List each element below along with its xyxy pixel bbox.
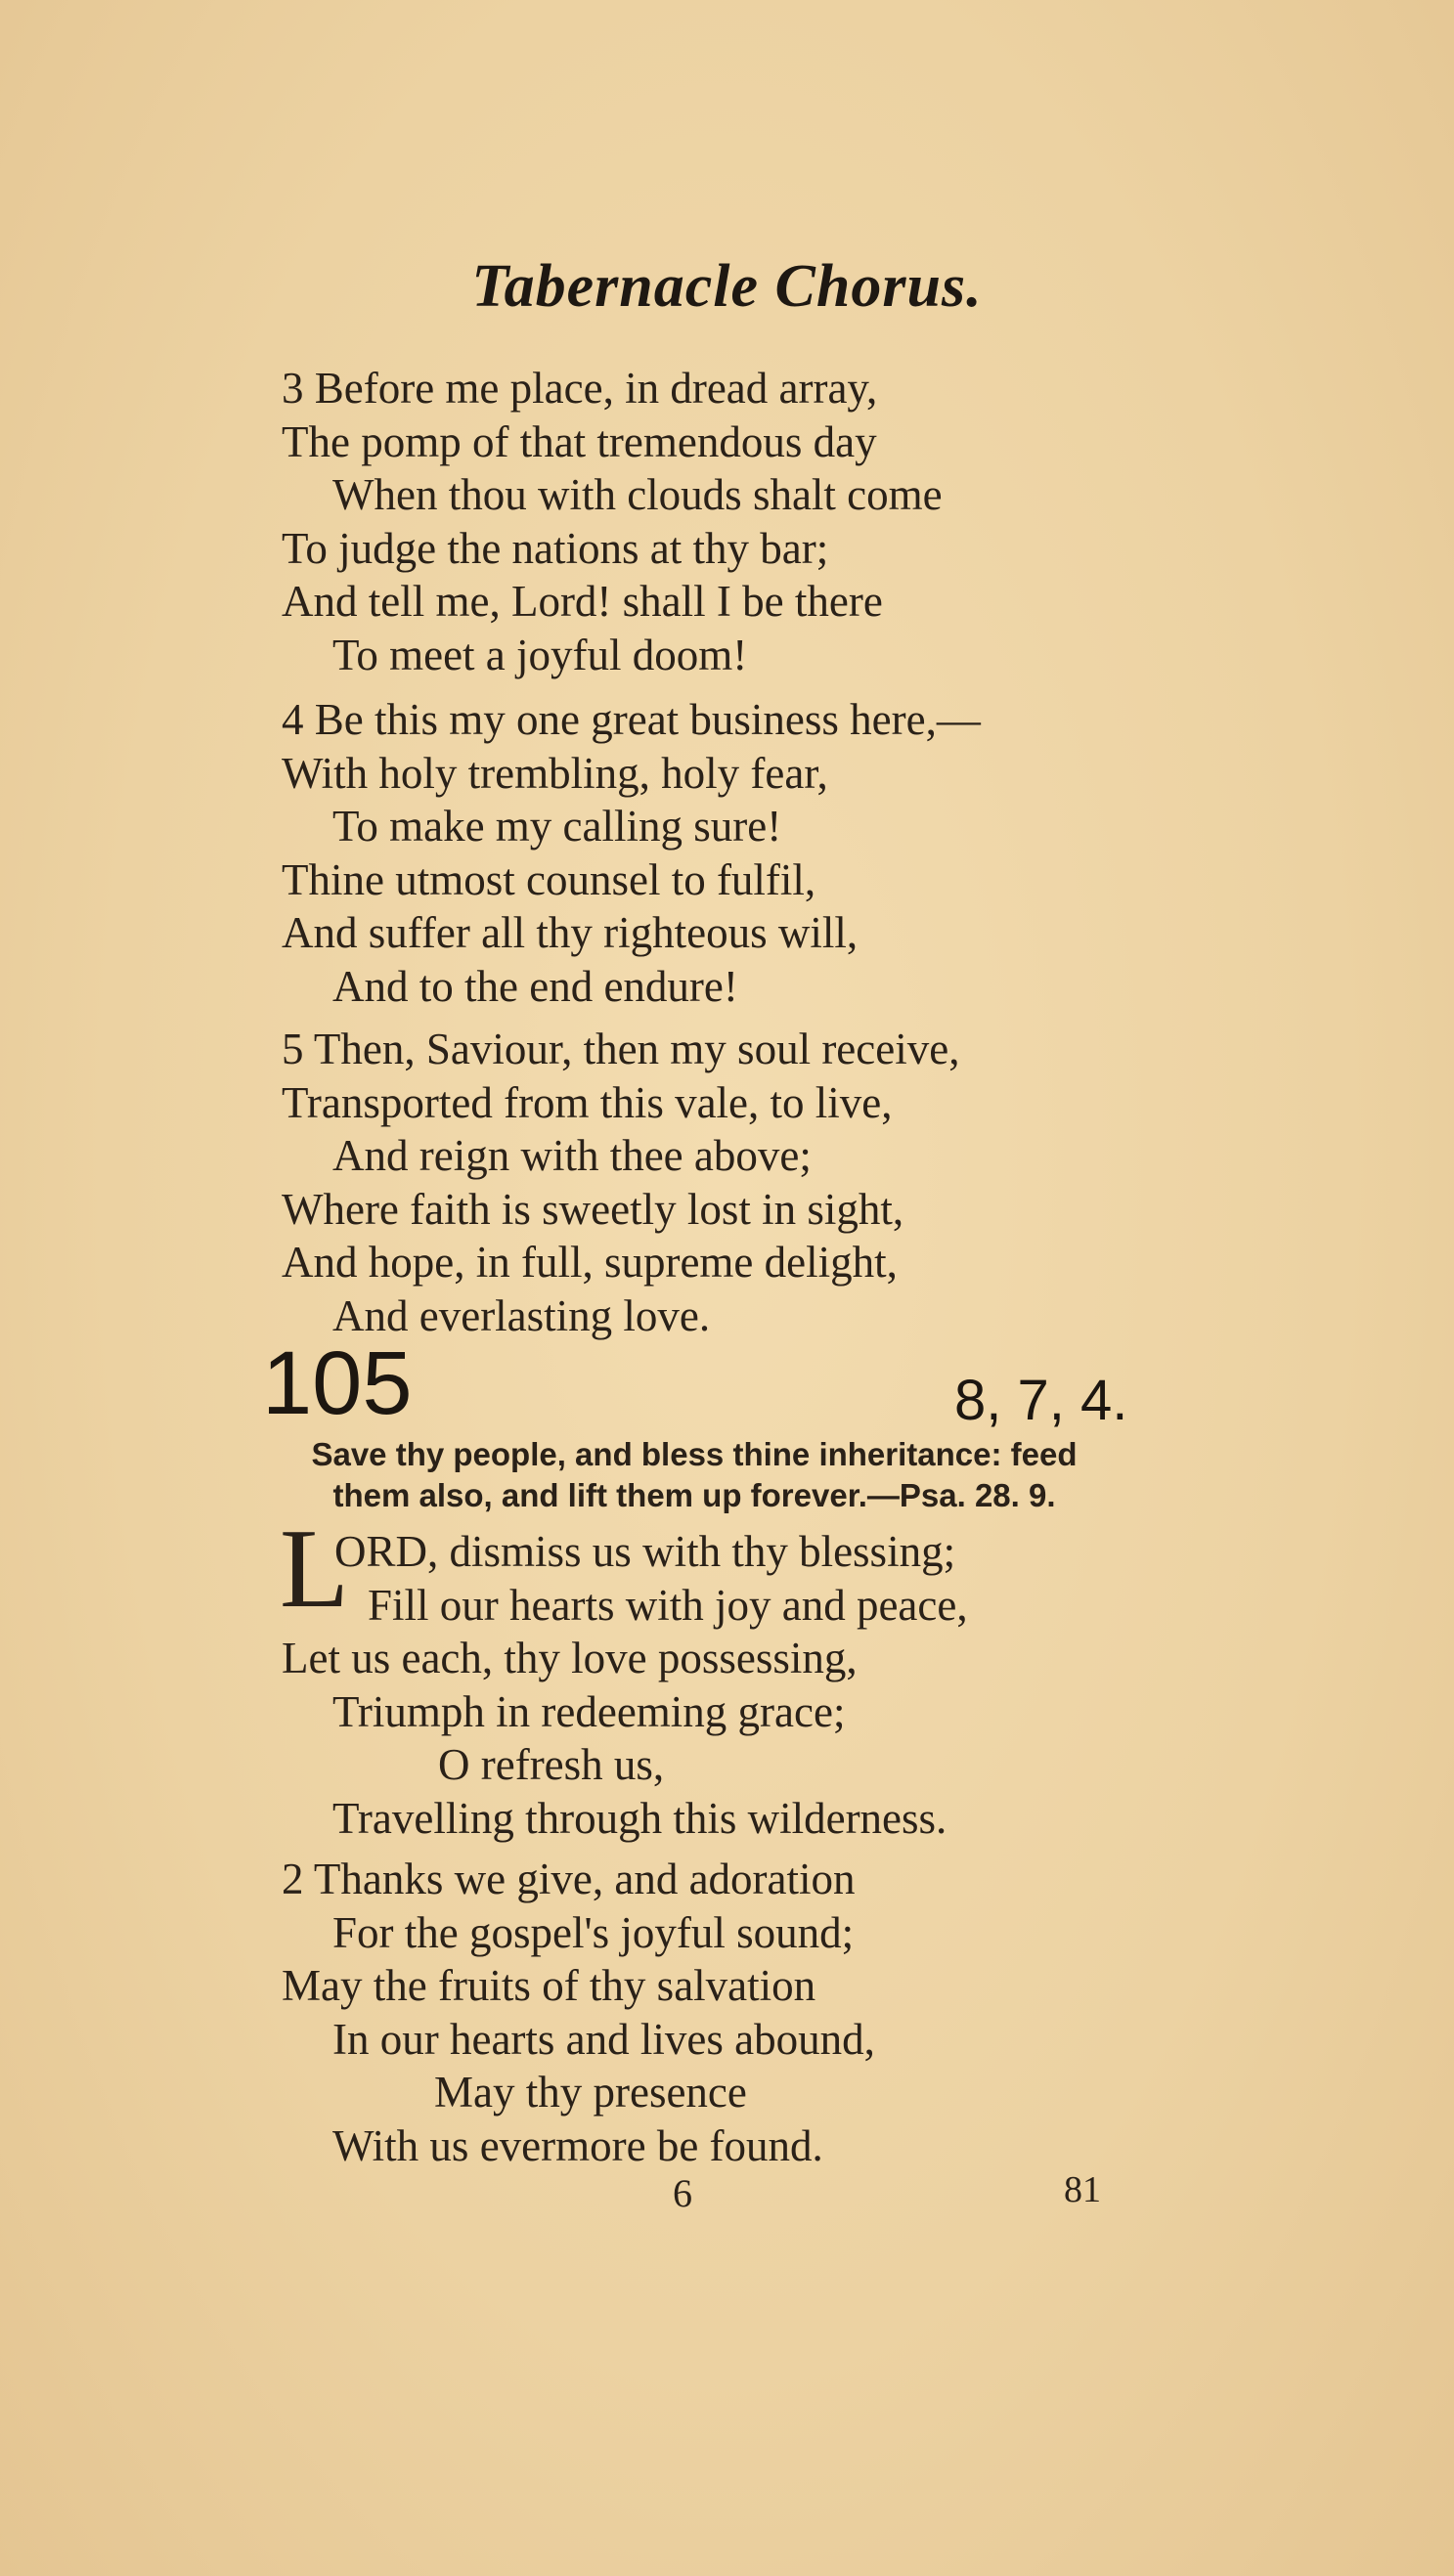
epigraph-line: Save thy people, and bless thine inheritance: feed	[311, 1436, 1078, 1472]
verse-line: And hope, in full, supreme delight,	[282, 1238, 898, 1287]
verse-line: Where faith is sweetly lost in sight,	[282, 1184, 904, 1234]
verse-5	[282, 1023, 959, 1342]
verse-line: ORD, dismiss us with thy blessing;	[334, 1527, 956, 1576]
hymn-meter: 8, 7, 4.	[954, 1369, 1128, 1432]
epigraph-line: them also, and lift them up forever.—Psa. 28. 9.	[332, 1477, 1056, 1513]
verse-line: Travelling through this wilderness.	[332, 1793, 947, 1843]
verse-line: May thy presence	[434, 2068, 747, 2117]
verse-line: With us evermore be found.	[332, 2120, 823, 2170]
verse-4	[282, 693, 981, 1013]
hymn-105-verse-2	[282, 1853, 875, 2172]
scripture-epigraph	[235, 1434, 1154, 1516]
verse-line: And tell me, Lord! shall I be there	[282, 577, 883, 626]
verse-line: Fill our hearts with joy and peace,	[368, 1580, 968, 1630]
verse-line: With holy trembling, holy fear,	[282, 748, 828, 798]
verse-3	[282, 362, 943, 681]
drop-cap: L	[280, 1506, 349, 1632]
hymn-number: 105	[262, 1333, 413, 1433]
verse-line: O refresh us,	[438, 1740, 665, 1789]
verse-line: And everlasting love.	[332, 1290, 711, 1340]
verse-line: Let us each, thy love possessing,	[282, 1634, 858, 1682]
verse-line: 4 Be this my one great business here,—	[282, 695, 981, 744]
verse-line: And suffer all thy righteous will,	[282, 908, 859, 957]
verse-line: 5 Then, Saviour, then my soul receive,	[282, 1025, 960, 1073]
verse-line: And to the end endure!	[332, 961, 738, 1011]
running-header: Tabernacle Chorus.	[471, 253, 983, 320]
verse-line: And reign with thee above;	[332, 1131, 812, 1180]
signature-mark: 6	[673, 2171, 692, 2215]
verse-line: 2 Thanks we give, and adoration	[282, 1855, 856, 1903]
verse-line: May the fruits of thy salvation	[282, 1961, 816, 2010]
verse-line: The pomp of that tremendous day	[282, 416, 877, 466]
verse-line: In our hearts and lives abound,	[332, 2014, 875, 2064]
verse-line: For the gospel's joyful sound;	[332, 1907, 855, 1957]
verse-line: To meet a joyful doom!	[332, 630, 748, 679]
verse-line: To judge the nations at thy bar;	[282, 523, 829, 573]
verse-line: When thou with clouds shalt come	[332, 470, 943, 519]
page-number: 81	[1064, 2169, 1101, 2210]
verse-line: To make my calling sure!	[332, 802, 782, 851]
hymn-105-verse-1	[282, 1525, 968, 1845]
verse-line: Triumph in redeeming grace;	[332, 1686, 846, 1736]
verse-line: 3 Before me place, in dread array,	[282, 364, 878, 413]
verse-line: Transported from this vale, to live,	[282, 1077, 893, 1127]
verse-line: Thine utmost counsel to fulfil,	[282, 854, 816, 904]
